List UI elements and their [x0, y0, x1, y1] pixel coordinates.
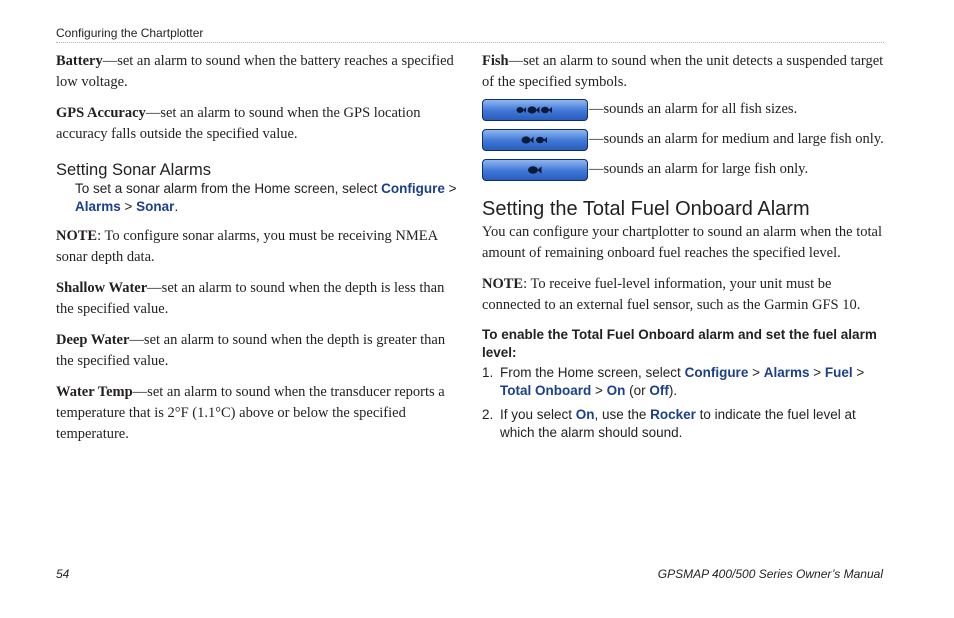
fish-all-sizes-icon [515, 104, 555, 116]
total-onboard-keyword: Total Onboard [500, 383, 592, 398]
fuel-keyword: Fuel [824, 365, 853, 380]
fish-option-text: —sounds an alarm for large fish only. [589, 161, 809, 177]
fish-large-icon [526, 164, 544, 176]
step-item: 2. If you select On, use the Rocker to indicate the fuel level at which the alarm should sound. [482, 407, 856, 440]
left-column [56, 51, 460, 455]
manual-title: GPSMAP 400/500 Series Owner’s Manual [657, 567, 883, 581]
off-keyword: Off [649, 383, 669, 398]
on-keyword: On [575, 407, 595, 422]
sonar-alarms-instruction: To set a sonar alarm from the Home screen, select Configure > Alarms > Sonar. [75, 181, 457, 214]
water-temp-paragraph: Water Temp—set an alarm to sound when the transducer reports a temperature that is 2°F (1.1°C) above or below the specified temperature. [56, 384, 445, 442]
fuel-alarm-heading: Setting the Total Fuel Onboard Alarm [482, 198, 810, 220]
water-temp-term: Water Temp [56, 384, 133, 400]
fish-paragraph: Fish—set an alarm to sound when the unit detects a suspended target of the specified symbols. [482, 53, 884, 90]
step-number: 1. [482, 365, 494, 380]
rocker-keyword: Rocker [650, 407, 696, 422]
on-keyword: On [606, 383, 626, 398]
step-number: 2. [482, 407, 494, 422]
right-column [482, 51, 892, 448]
note-term: NOTE [482, 276, 524, 292]
fish-option-text: —sounds an alarm for all fish sizes. [589, 101, 798, 117]
battery-paragraph: Battery—set an alarm to sound when the battery reaches a specified low voltage. [56, 53, 454, 90]
fish-term: Fish [482, 53, 509, 69]
configure-keyword: Configure [381, 181, 445, 196]
note-term: NOTE [56, 228, 98, 244]
deep-water-term: Deep Water [56, 332, 130, 348]
procedure-title: To enable the Total Fuel Onboard alarm and set the fuel alarm level: [482, 327, 877, 360]
gps-accuracy-term: GPS Accuracy [56, 105, 146, 121]
page-number: 54 [56, 567, 70, 581]
fuel-alarm-intro: You can configure your chartplotter to sound an alarm when the total amount of remaining onboard fuel reaches the specified level. [482, 224, 882, 261]
fish-option-text: —sounds an alarm for medium and large fish only. [589, 131, 884, 147]
sonar-note: NOTE: To configure sonar alarms, you must be receiving NMEA sonar depth data. [56, 228, 438, 265]
deep-water-paragraph: Deep Water—set an alarm to sound when the depth is greater than the specified value. [56, 332, 446, 369]
step-item: 1. From the Home screen, select Configure > Alarms > Fuel > Total Onboard > On (or Off). [482, 365, 865, 398]
configure-keyword: Configure [684, 365, 749, 380]
alarms-keyword: Alarms [75, 199, 121, 214]
fish-option-row [482, 97, 892, 122]
gps-accuracy-paragraph: GPS Accuracy—set an alarm to sound when the GPS location accuracy falls outside the specified value. [56, 105, 421, 142]
sonar-keyword: Sonar [136, 199, 175, 214]
fish-all-sizes-button[interactable] [482, 99, 588, 121]
shallow-water-paragraph: Shallow Water—set an alarm to sound when the depth is less than the specified value. [56, 280, 445, 317]
fish-medium-large-button[interactable] [482, 129, 588, 151]
fuel-note: NOTE: To receive fuel-level information, your unit must be connected to an external fuel sensor, such as the Garmin GFS 10. [482, 276, 861, 313]
shallow-water-term: Shallow Water [56, 280, 148, 296]
fish-option-row [482, 157, 892, 182]
battery-term: Battery [56, 53, 103, 69]
alarms-keyword: Alarms [763, 365, 810, 380]
fish-option-row [482, 127, 892, 152]
fish-large-button[interactable] [482, 159, 588, 181]
sonar-alarms-heading: Setting Sonar Alarms [56, 161, 211, 179]
procedure-steps [482, 364, 892, 442]
fish-medium-large-icon [520, 134, 550, 146]
running-header: Configuring the Chartplotter [56, 26, 884, 43]
